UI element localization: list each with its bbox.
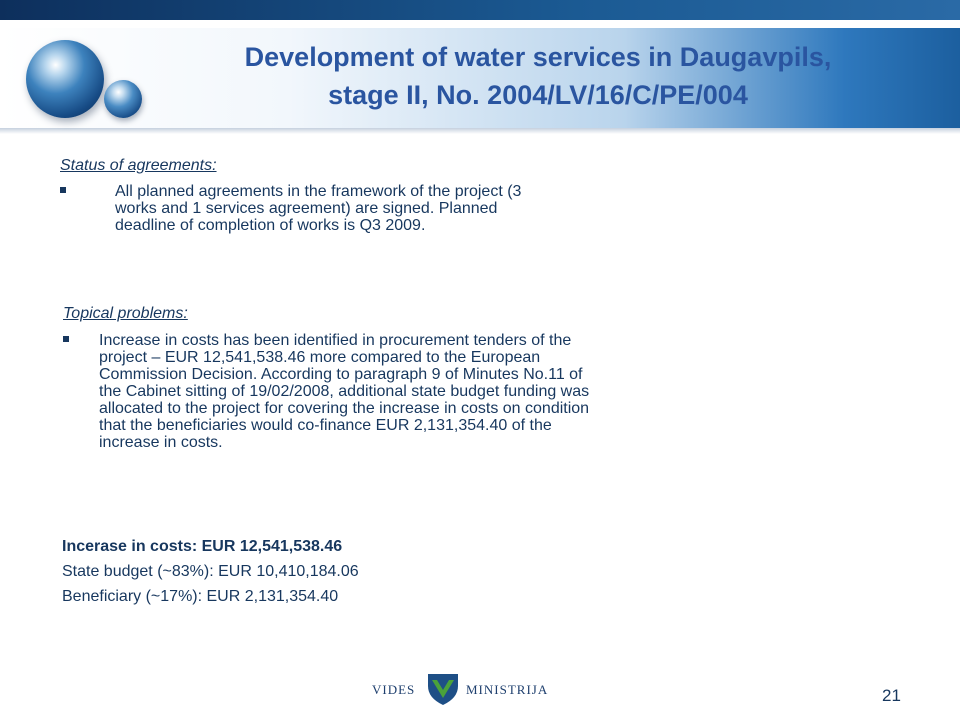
status-bullet-text: All planned agreements in the framework of the project (3 works and 1 services agreement) are signed. Planned deadline of completion of works is Q3 2009.: [115, 183, 522, 234]
status-heading: Status of agreements:: [60, 157, 217, 174]
problems-bullet-text: Increase in costs has been identified in procurement tenders of the project – EUR 12,541,538.46 more compared to the European Commission Decision. According to paragraph 9 of Minutes No.11 of the Cabinet sitting of 19/02/2008, additional state budget funding was allocated to the project for covering the increase in costs on condition that the beneficiaries would co-finance EUR 2,131,354.40 of the increase in costs.: [99, 332, 590, 451]
bullet-icon: [63, 336, 69, 342]
status-bullet: [60, 183, 540, 263]
logo-text-left: VIDES: [372, 682, 416, 697]
page-number: 21: [882, 686, 901, 705]
vides-ministrija-logo: [372, 672, 572, 708]
bullet-icon: [60, 187, 66, 193]
slide-title-line-1: Development of water services in Daugavpils,: [244, 42, 832, 72]
summary-state-budget: State budget (~83%): EUR 10,410,184.06: [62, 563, 359, 580]
header-shadow: [0, 128, 960, 134]
top-stripe: [0, 0, 960, 20]
slide-title: [150, 38, 926, 114]
summary-beneficiary: Beneficiary (~17%): EUR 2,131,354.40: [62, 588, 339, 605]
decorative-sphere-small: [104, 80, 142, 118]
slide-title-line-2: stage II, No. 2004/LV/16/C/PE/004: [328, 80, 748, 110]
problems-bullet: [63, 332, 593, 512]
problems-heading: Topical problems:: [63, 305, 188, 322]
logo-text-right: MINISTRIJA: [466, 682, 549, 697]
decorative-sphere-large: [26, 40, 104, 118]
summary-increase: Incerase in costs: EUR 12,541,538.46: [62, 538, 343, 555]
ministry-shield-icon: [426, 672, 460, 711]
